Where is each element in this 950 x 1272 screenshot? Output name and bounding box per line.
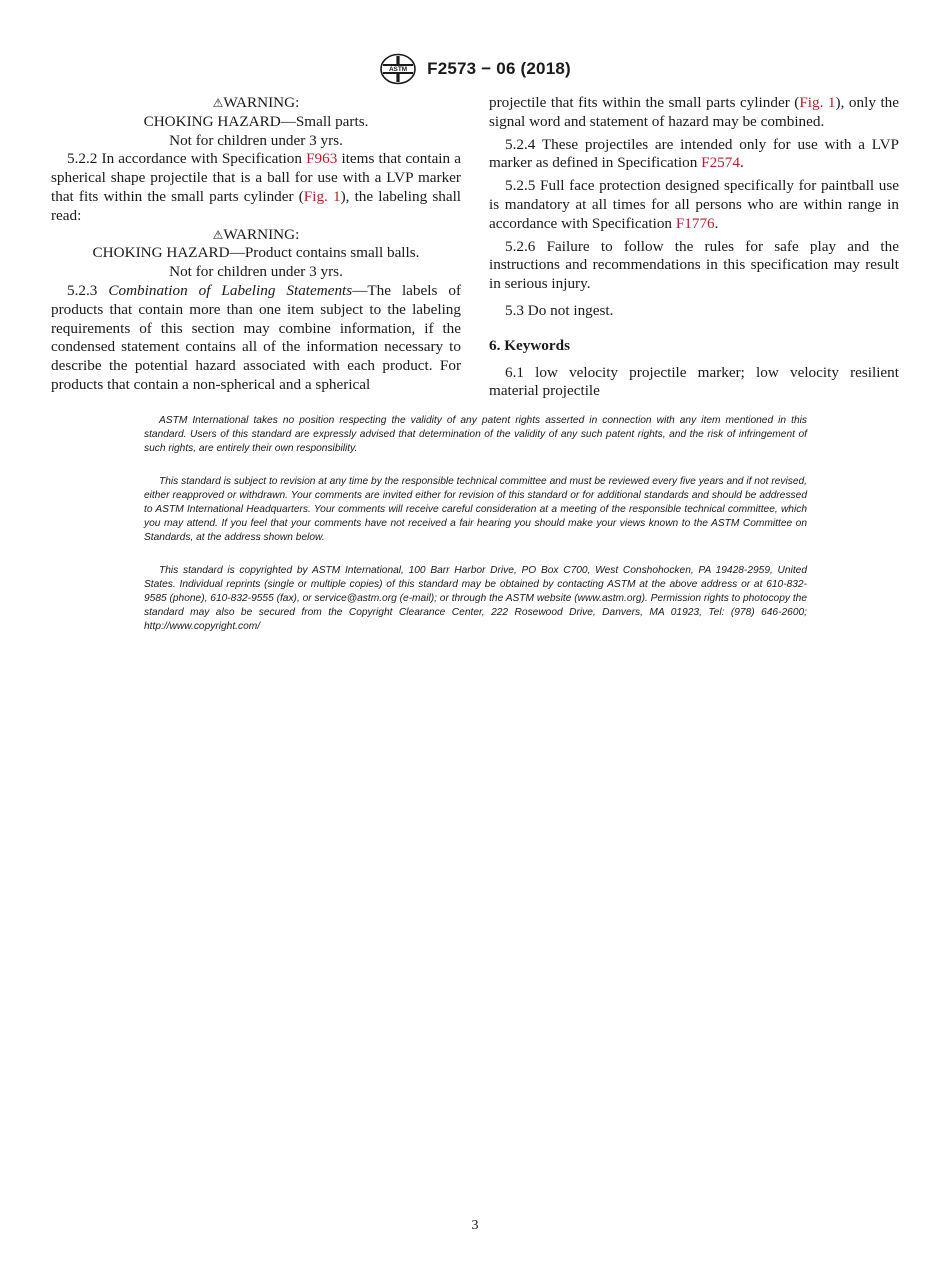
warning-2-line-1: CHOKING HAZARD—Product contains small balls.: [92, 244, 420, 262]
link-f963[interactable]: F963: [306, 150, 338, 168]
warning-heading-1: ⚠WARNING:: [212, 94, 300, 111]
right-column: [489, 94, 899, 401]
paragraph-5-2-3: 5.2.3 Combination of Labeling Statements—The labels of products that contain more than one item subject to the labeling requirements of this section may combine information, if the condensed statement contains all of the information necessary to describe the potential hazard associated with each product. For products that contain a non-spherical and a spherical: [51, 281, 461, 393]
revision-notice: This standard is subject to revision at any time by the responsible technical committee and must be reviewed every five years and if not revised, either reapproved or withdrawn. Your comments are invited either for revision of this standard or for additional standards and should be addressed to ASTM International Headquarters. Your comments will receive careful consideration at a meeting of the responsible technical committee, which you may attend. If you feel that your comments have not received a fair hearing you should make your views known to the ASTM Committee on Standards, at the address shown below.: [144, 476, 807, 543]
paragraph-5-2-2: 5.2.2 In accordance with Specification F963 items that contain a spherical shape projectile that is a ball for use with a LVP marker that fits within the small parts cylinder (Fig. 1), the labeling shall read:: [51, 150, 462, 224]
patent-notice: ASTM International takes no position respecting the validity of any patent rights asserted in connection with any item mentioned in this standard. Users of this standard are expressly advised that determination of the validity of any such patent rights, and the risk of infringement of such rights, are entirely their own responsibility.: [144, 415, 807, 454]
page-header: [0, 52, 950, 86]
link-fig-1[interactable]: Fig. 1: [303, 187, 341, 205]
astm-logo-icon: [379, 53, 417, 85]
paragraph-5-2-6: 5.2.6 Failure to follow the rules for safe play and the instructions and recommendations in this specification may result in serious injury.: [489, 237, 899, 293]
warning-2-line-2: Not for children under 3 yrs.: [169, 263, 343, 281]
paragraph-5-2-3-title: Combination of Labeling Statements: [108, 281, 353, 299]
paragraph-5-2-5: 5.2.5 Full face protection designed specifically for paintball use is mandatory at all times for all persons who are within range in accordance with Specification F1776.: [489, 177, 899, 232]
logo-text: ASTM: [389, 65, 408, 73]
link-f1776[interactable]: F1776: [675, 214, 715, 232]
copyright-notice: This standard is copyrighted by ASTM International, 100 Barr Harbor Drive, PO Box C700, West Conshohocken, PA 19428-2959, United States. Individual reprints (single or multiple copies) of this standard may be obtained by contacting ASTM at the above address or at 610-832-9585 (phone), 610-832-9555 (fax), or service@astm.org (e-mail); or through the ASTM website (www.astm.org). Permission rights to photocopy the standard may also be secured from the Copyright Clearance Center, 222 Rosewood Drive, Danvers, MA 01923, Tel: (978) 646-2600; http://www.copyright.com/: [144, 565, 807, 632]
page-number: 3: [471, 1218, 479, 1233]
warning-triangle-icon: ⚠: [212, 96, 224, 110]
left-column: [51, 94, 461, 395]
warning-triangle-icon: ⚠: [212, 227, 224, 242]
document-designation: F2573 − 06 (2018): [427, 59, 571, 78]
warning-1-line-1: CHOKING HAZARD—Small parts.: [143, 112, 369, 130]
paragraph-5-2-4: 5.2.4 These projectiles are intended only for use with a LVP marker as defined in Specification F2574.: [489, 135, 899, 172]
paragraph-5-3: 5.3 Do not ingest.: [505, 301, 614, 319]
section-6-heading: 6. Keywords: [489, 336, 570, 354]
warning-1-line-2: Not for children under 3 yrs.: [169, 131, 343, 149]
paragraph-6-1: 6.1 low velocity projectile marker; low velocity resilient material projectile: [489, 363, 899, 400]
warning-heading-2: ⚠WARNING:: [212, 225, 300, 243]
paragraph-5-2-3-continued: projectile that fits within the small parts cylinder (Fig. 1), only the signal word and statement of hazard may be combined.: [489, 94, 899, 130]
link-f2574[interactable]: F2574: [701, 154, 740, 172]
link-fig-1[interactable]: Fig. 1: [799, 94, 836, 111]
